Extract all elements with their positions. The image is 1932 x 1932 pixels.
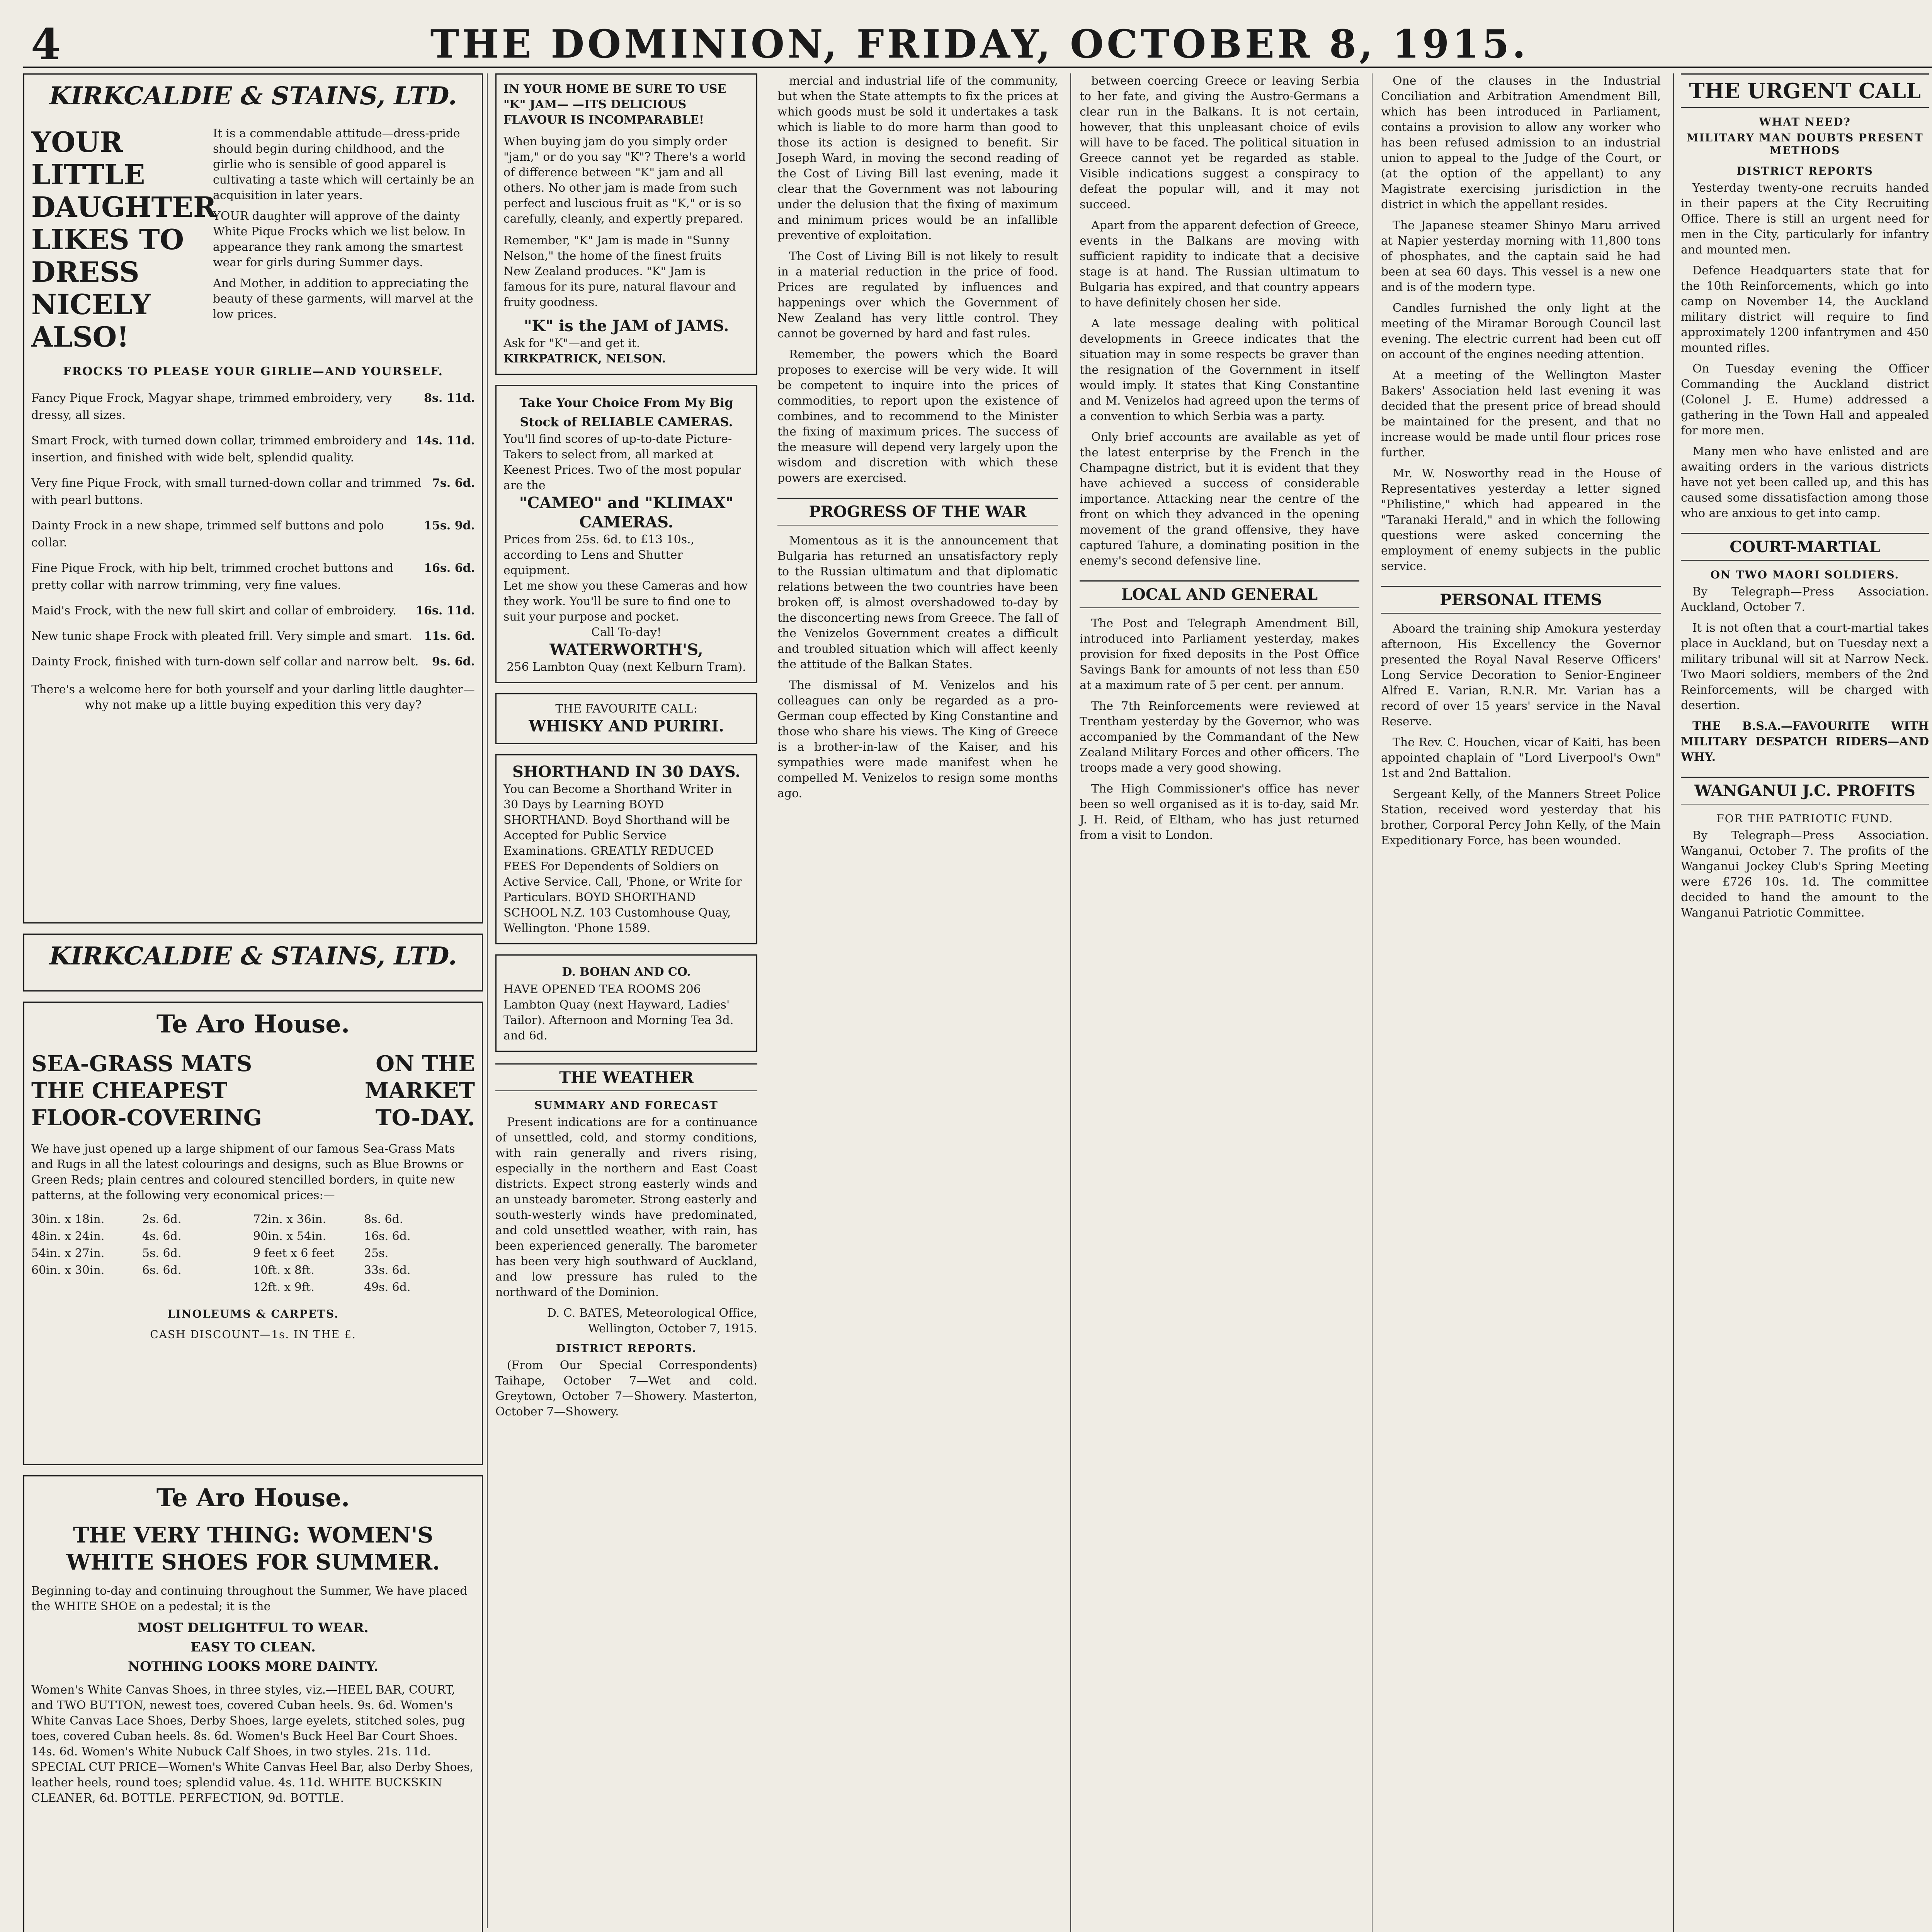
mats-price-cell: 49s. 6d. [364,1281,411,1294]
frocks-heading: FROCKS TO PLEASE YOUR GIRLIE—AND YOURSELF. [63,365,443,378]
k-jam-firm: KIRKPATRICK, NELSON. [503,352,666,366]
mats-price-cell: 2s. 6d. [142,1213,182,1226]
mats-price-cell: 6s. 6d. [142,1264,182,1277]
news-paragraph: Many men who have enlisted and are awaiting orders in the various districts have not yet been called up, and this has caused some dissatisfaction among those who are anxious to get into camp. [1681,445,1929,520]
te-aro-house-title: Te Aro House. [156,1010,350,1039]
kirkcaldie-footer: There's a welcome here for both yourself and your darling little daughter—why not make up a little buying expedition this very day? [31,683,475,712]
shoes-intro: Beginning to-day and continuing throughout the Summer, We have placed the WHITE SHOE on a pedestal; it is the [31,1584,468,1613]
shoes-tagline: NOTHING LOOKS MORE DAINTY. [128,1659,379,1674]
mats-headline-line: THE CHEAPEST [31,1078,228,1104]
k-jam-ask: Ask for "K"—and get it. [503,337,640,350]
mats-price-row [31,1228,475,1245]
weather-signature: D. C. BATES, Meteorological Office, Wellington, October 7, 1915. [547,1306,757,1335]
mats-price-cell: 90in. x 54in. [253,1230,327,1243]
frock-description: Fancy Pique Frock, Magyar shape, trimmed embroidery, very dressy, all sizes. [31,391,392,422]
column-news-6 [1673,73,1932,1932]
shoes-tagline: EASY TO CLEAN. [190,1639,316,1655]
k-jam-paragraph: Remember, "K" Jam is made in "Sunny Nelson," the home of the finest fruits New Zealand produces. "K" Jam is famous for its pure, natural flavour and fruity goodness. [503,234,736,309]
news-paragraph: On Tuesday evening the Officer Commanding the Auckland district (Colonel J. E. Hume) addressed a gathering in the Town Hall and appealed for more men. [1681,362,1929,437]
mats-price-table [31,1211,475,1296]
wanganui-heading: WANGANUI J.C. PROFITS [1681,777,1929,804]
mats-headline-left [31,1050,262,1131]
frock-description: New tunic shape Frock with pleated frill. Very simple and smart. [31,629,412,643]
mats-price-cell: 25s. [364,1247,389,1260]
column-news-3 [769,73,1066,1932]
whisky-advert [495,693,757,744]
te-aro-house-title: Te Aro House. [156,1483,350,1512]
kirkcaldie-advert [23,73,483,923]
news-paragraph: At a meeting of the Wellington Master Bakers' Association held last evening it was decided that the present price of bread should be maintained for the present, and that no increase would be made until flour prices rose further. [1381,369,1661,459]
mats-price-cell [31,1279,142,1296]
whisky-name: WHISKY AND PURIRI. [529,717,724,735]
frock-price: 8s. 11d. [424,391,475,405]
district-reports-text: (From Our Special Correspondents) Taihape, October 7—Wet and cold. Greytown, October 7—Showery. Masterton, October 7—Showery. [495,1359,757,1418]
news-paragraph: between coercing Greece or leaving Serbia to her fate, and giving the Austro-Germans a clear run in the Balkans. It is not certain, however, that this unpleasant choice of evils will have to be faced. The political situation in Greece cannot yet be regarded as stable. Visible indications suggest a conspiracy to defeat the popular will, and it may not succeed. [1080,74,1359,211]
k-jam-advert [495,73,757,375]
k-jam-paragraph: When buying jam do you simply order "jam," or do you say "K"? There's a world of difference between "K" jam and all others. No other jam is made from such perfect and luscious fruit as "K," or is so carefully, cleanly, and expertly prepared. [503,135,746,226]
mats-price-cell: 9 feet x 6 feet [253,1247,335,1260]
war-paragraph: Momentous as it is the announcement that Bulgaria has returned an unsatisfactory reply to the Russian ultimatum and that diplomatic relations between the two countries have been broken off, is almost overshadowed to-day by the disconcerting news from Greece. The fall of the Venizelos Government creates a difficult and troubled situation which will affect keenly the attitude of the Balkan States. [777,534,1058,671]
cash-discount: CASH DISCOUNT—1s. IN THE £. [150,1328,356,1341]
k-jam-tagline: "K" is the JAM of JAMS. [524,317,729,335]
court-martial-subheading: ON TWO MAORI SOLDIERS. [1710,568,1900,581]
mats-price-cell: 4s. 6d. [142,1230,182,1243]
column-advertisements-left [23,73,483,1932]
mats-headline-line: FLOOR-COVERING [31,1105,262,1131]
kirkcaldie-intro: It is a commendable attitude—dress-pride should begin during childhood, and the girlie who is sensible of good apparel is cultivating a taste which will certainly be an acquisition in later years. [213,127,474,202]
frock-description: Smart Frock, with turned down collar, trimmed embroidery and insertion, and finished with wide belt, splendid quality. [31,434,407,464]
frock-item [31,653,475,670]
urgent-call-subheading: MILITARY MAN DOUBTS PRESENT METHODS [1686,131,1923,157]
cameras-call: Call To-day! [591,626,662,639]
frock-price: 9s. 6d. [432,655,475,668]
mats-price-cell: 48in. x 24in. [31,1230,105,1243]
wanganui-text: By Telegraph—Press Association. Wanganui, October 7. The profits of the Wanganui Jockey Club's Spring Meeting were £726 10s. 1d. The committee decided to hand the amount to the Wanganui Patriotic Committee. [1681,829,1929,920]
page-number: 4 [31,19,61,69]
tearoom-advert [495,954,757,1052]
local-paragraph: The Post and Telegraph Amendment Bill, introduced into Parliament yesterday, makes provision for fixed deposits in the Post Office Savings Bank for amounts of not less than £50 at a maximum rate of 5 per cent. per annum. [1080,617,1359,692]
column-news-5 [1372,73,1669,1932]
war-heading: PROGRESS OF THE WAR [777,498,1058,526]
district-reports-heading: DISTRICT REPORTS [1736,165,1873,177]
personal-paragraph: Sergeant Kelly, of the Manners Street Police Station, received word yesterday that his brother, Corporal Percy John Kelly, of the Main Expeditionary Force, has been wounded. [1381,787,1661,847]
news-paragraph: Defence Headquarters state that for the 10th Reinforcements, which go into camp on November 14, the Auckland military district will require to find approximately 1200 infantrymen and 450 mounted rifles. [1681,264,1929,355]
frock-description: Very fine Pique Frock, with small turned-down collar and trimmed with pearl buttons. [31,476,422,507]
war-paragraph: The dismissal of M. Venizelos and his colleagues can only be regarded as a pro-German coup effected by King Constantine and those who share his views. The King of Greece is a brother-in-law of the Kaiser, and his sympathies were made manifest when he compelled M. Venizelos to resign some months ago. [777,679,1058,800]
frock-price: 16s. 11d. [416,604,475,617]
mats-price-row [31,1262,475,1279]
personal-heading: PERSONAL ITEMS [1381,586,1661,614]
frock-description: Fine Pique Frock, with hip belt, trimmed crochet buttons and pretty collar with narrow trimming, very fine values. [31,561,393,592]
mats-price-cell: 8s. 6d. [364,1213,403,1226]
frock-item [31,432,475,466]
cameras-firm: WATERWORTH'S, [549,641,703,659]
kirkcaldie-headline: YOUR LITTLE DAUGHTER LIKES TO DRESS NICELY ALSO! [31,126,216,353]
personal-paragraph: Aboard the training ship Amokura yesterday afternoon, His Excellency the Governor presented the Royal Naval Reserve Officers' Long Service Decoration to Senior-Engineer Alfred E. Varian, R.N.R. Mr. Varian has a record of over 15 years' service in the Naval Reserve. [1381,622,1661,728]
frock-item [31,517,475,551]
mats-price-cell: 30in. x 18in. [31,1213,105,1226]
frock-item [31,560,475,594]
mats-headline-right [365,1050,475,1131]
mats-description: We have just opened up a large shipment of our famous Sea-Grass Mats and Rugs in all the latest colourings and designs, such as Blue Browns or Green Reds; plain centres and coloured stencilled borders, in quite new patterns, at the following very economical prices:— [31,1142,464,1202]
news-paragraph: mercial and industrial life of the community, but when the State attempts to fix the prices at which goods must be sold it undertakes a task which is liable to do more harm than good to those its action is designed to benefit. Sir Joseph Ward, in moving the second reading of the Cost of Living Bill last evening, made it clear that the Government was not labouring under the delusion that the fixing of maximum and minimum prices would be an infallible preventive of exploitation. [777,74,1058,242]
wanganui-subheading: FOR THE PATRIOTIC FUND. [1716,812,1893,825]
frock-item [31,602,475,619]
news-paragraph: Remember, the powers which the Board proposes to exercise will be very wide. It will be competent to inquire into the prices of commodities, to report upon the existence of combines, and to recommend to the Minister the fixing of maximum prices. The success of the measure will depend very largely upon the wisdom and discretion with which these powers are exercised. [777,348,1058,485]
urgent-call-heading: THE URGENT CALL [1681,73,1929,108]
frock-list [31,390,475,670]
te-aro-house-mats-advert [23,1002,483,1465]
urgent-call-subheading: WHAT NEED? [1759,116,1851,128]
kirkcaldie-banner [23,934,483,992]
weather-heading: THE WEATHER [495,1063,757,1091]
cameras-advert [495,385,757,683]
local-heading: LOCAL AND GENERAL [1080,580,1359,608]
mats-price-cell: 16s. 6d. [364,1230,411,1243]
mats-price-cell: 54in. x 27in. [31,1247,105,1260]
kirkcaldie-paragraph: YOUR daughter will approve of the dainty White Pique Frocks which we list below. In appearance they rank among the smartest wear for girls during Summer days. [213,209,466,269]
news-paragraph: Only brief accounts are available as yet of the latest enterprise by the French in the Champagne district, but it is evident that they have achieved a success of considerable importance. Attacking near the centre of the front on which they advanced in the opening movement of the grand offensive, they have captured Tahure, a dominating position in the enemy's second defensive line. [1080,430,1359,568]
frock-price: 14s. 11d. [416,434,475,447]
cameras-intro: Take Your Choice From My Big Stock of RELIABLE CAMERAS. [519,395,733,429]
court-martial-dateline: By Telegraph—Press Association. Auckland, October 7. [1681,585,1929,614]
frock-price: 16s. 6d. [424,561,475,575]
mats-price-cell: 5s. 6d. [142,1247,182,1260]
court-martial-heading: COURT-MARTIAL [1681,533,1929,561]
frock-item [31,475,475,509]
kirkcaldie-title: KIRKCALDIE & STAINS, LTD. [49,82,457,111]
frock-price: 7s. 6d. [432,476,475,490]
weather-text: Present indications are for a continuance of unsettled, cold, and stormy conditions, with rain generally and rivers rising, especially in the northern and East Coast districts. Expect strong easterly winds and an unsteady barometer. Strong easterly and south-westerly winds have predominated, and cold unsettled weather, with rain, has been experienced generally. The barometer has been very high southward of Auckland, and low pressure has ruled to the northward of the Dominion. [495,1116,757,1299]
mats-headline-line: TO-DAY. [375,1105,475,1131]
frock-description: Dainty Frock, finished with turn-down self collar and narrow belt. [31,655,419,668]
mats-price-cell: 60in. x 30in. [31,1264,105,1277]
district-reports-heading: DISTRICT REPORTS. [556,1342,697,1355]
k-jam-intro: IN YOUR HOME BE SURE TO USE "K" JAM— —ITS DELICIOUS FLAVOUR IS INCOMPARABLE! [503,82,726,127]
mats-price-row [31,1245,475,1262]
local-paragraph: The High Commissioner's office has never been so well organised as it is to-day, said Mr. J. H. Reid, of Eltham, who has just returned from a visit to London. [1080,782,1359,842]
mats-price-cell [142,1279,253,1296]
bsa-advert: THE B.S.A.—FAVOURITE WITH MILITARY DESPATCH RIDERS—AND WHY. [1681,719,1929,764]
column-small-adverts [487,73,765,1928]
mats-price-row [31,1211,475,1228]
mats-price-cell: 12ft. x 9ft. [253,1281,315,1294]
shoes-headline: THE VERY THING: WOMEN'S WHITE SHOES FOR SUMMER. [66,1522,440,1575]
tearoom-firm: D. BOHAN AND CO. [562,965,691,979]
linoleums-heading: LINOLEUMS & CARPETS. [167,1308,339,1320]
news-paragraph: The Cost of Living Bill is not likely to result in a material reduction in the price of food. Prices are regulated by influences and happenings over which the Government of New Zealand has very little control. They cannot be governed by hard and fast rules. [777,250,1058,340]
frock-description: Dainty Frock in a new shape, trimmed self buttons and polo collar. [31,519,384,549]
mats-price-row [31,1279,475,1296]
masthead [23,12,1932,68]
news-paragraph: A late message dealing with political developments in Greece indicates that the situation may in some respects be graver than the resignation of the Government in itself would imply. It states that King Constantine and M. Venizelos had agreed upon the terms of a convention to which Serbia was a party. [1080,317,1359,423]
te-aro-house-shoes-advert [23,1475,483,1932]
shorthand-text: You can Become a Shorthand Writer in 30 Days by Learning BOYD SHORTHAND. Boyd Shorthand will be Accepted for Public Service Examinations. GREATLY REDUCED FEES For Dependents of Soldiers on Active Service. Call, 'Phone, or Write for Particulars. BOYD SHORTHAND SCHOOL N.Z. 103 Customhouse Quay, Wellington. 'Phone 1589. [503,782,742,935]
shoes-tagline: MOST DELIGHTFUL TO WEAR. [138,1620,369,1636]
weather-subheading: SUMMARY AND FORECAST [534,1099,718,1112]
local-paragraph: The 7th Reinforcements were reviewed at Trentham yesterday by the Governor, who was accompanied by the Commandant of the New Zealand Military Forces and other officers. The troops made a very good showing. [1080,699,1359,775]
frock-price: 15s. 9d. [424,519,475,532]
frock-item [31,390,475,424]
mats-price-cell: 33s. 6d. [364,1264,411,1277]
mats-headline-line: MARKET [364,1078,475,1104]
mats-headline-line: ON THE [376,1051,475,1077]
shorthand-heading: SHORTHAND IN 30 DAYS. [512,763,741,781]
mats-price-cell: 10ft. x 8ft. [253,1264,315,1277]
cameras-names: "CAMEO" and "KLIMAX" CAMERAS. [519,494,734,531]
column-news-4 [1070,73,1368,1932]
frock-description: Maid's Frock, with the new full skirt and collar of embroidery. [31,604,396,617]
news-paragraph: The Japanese steamer Shinyo Maru arrived at Napier yesterday morning with 11,800 tons of phosphates, and the captain said he had been at sea 60 days. This vessel is a new one and is of the modern type. [1381,219,1661,294]
newspaper-title: THE DOMINION, FRIDAY, OCTOBER 8, 1915. [430,21,1529,67]
news-paragraph: One of the clauses in the Industrial Conciliation and Arbitration Amendment Bill, which has been introduced in Parliament, contains a provision to allow any worker who has been refused admission to an industrial union to appeal to the Judge of the Court, or (at the option of the appellant) to any Magistrate exercising jurisdiction in the district in which the appellant resides. [1381,74,1661,211]
tearoom-text: HAVE OPENED TEA ROOMS 206 Lambton Quay (next Hayward, Ladies' Tailor). Afternoon and Morning Tea 3d. and 6d. [503,983,734,1043]
kirkcaldie-paragraph: And Mother, in addition to appreciating the beauty of these garments, will marvel at the low prices. [213,277,473,321]
cameras-prices: Prices from 25s. 6d. to £13 10s., according to Lens and Shutter equipment. [503,533,695,577]
news-paragraph: Candles furnished the only light at the meeting of the Miramar Borough Council last evening. The electric current had been cut off on account of the engines needing attention. [1381,301,1661,361]
court-martial-text: It is not often that a court-martial takes place in Auckland, but on Tuesday next a military tribunal will sit at Narrow Neck. Two Maori soldiers, members of the 2nd Reinforcements, will be charged with desertion. [1681,621,1929,712]
news-paragraph: Mr. W. Nosworthy read in the House of Representatives yesterday a letter signed "Philistine," which had appeared in the "Taranaki Herald," and in which the following questions were asked concerning the employment of enemy subjects in the public service. [1381,467,1661,573]
cameras-text: Let me show you these Cameras and how they work. You'll be sure to find one to suit your purpose and pocket. [503,579,748,624]
kirkcaldie-title: KIRKCALDIE & STAINS, LTD. [49,942,457,971]
shoes-taglines [31,1618,475,1676]
mats-headline-line: SEA-GRASS MATS [31,1051,252,1077]
whisky-intro: THE FAVOURITE CALL: [555,702,697,716]
cameras-text: You'll find scores of up-to-date Picture-Takers to select from, all marked at Keenest Prices. Two of the most popular are the [503,432,742,492]
news-paragraph: Apart from the apparent defection of Greece, events in the Balkans are moving with sufficient rapidity to indicate that a decisive stage is at hand. The Russian ultimatum to Bulgaria has expired, and that country appears to have definitely chosen her side. [1080,219,1359,310]
news-paragraph: Yesterday twenty-one recruits handed in their papers at the City Recruiting Office. There is still an urgent need for men in the City, particularly for infantry and mounted men. [1681,181,1929,257]
shorthand-advert [495,754,757,944]
frock-item [31,628,475,645]
cameras-address: 256 Lambton Quay (next Kelburn Tram). [507,660,746,674]
frock-price: 11s. 6d. [424,629,475,643]
personal-paragraph: The Rev. C. Houchen, vicar of Kaiti, has been appointed chaplain of "Lord Liverpool's Own" 1st and 2nd Battalion. [1381,736,1661,780]
shoes-list: Women's White Canvas Shoes, in three styles, viz.—HEEL BAR, COURT, and TWO BUTTON, newest toes, covered Cuban heels. 9s. 6d. Women's White Canvas Lace Shoes, Derby Shoes, large eyelets, stitched soles, pug toes, covered Cuban heels. 8s. 6d. Women's Buck Heel Bar Court Shoes. 14s. 6d. Women's White Nubuck Calf Shoes, in two styles. 21s. 11d. SPECIAL CUT PRICE—Women's White Canvas Heel Bar, also Derby Shoes, leather heels, round toes; splendid value. 4s. 11d. WHITE BUCKSKIN CLEANER, 6d. BOTTLE. PERFECTION, 9d. BOTTLE. [31,1683,474,1805]
mats-price-cell: 72in. x 36in. [253,1213,327,1226]
